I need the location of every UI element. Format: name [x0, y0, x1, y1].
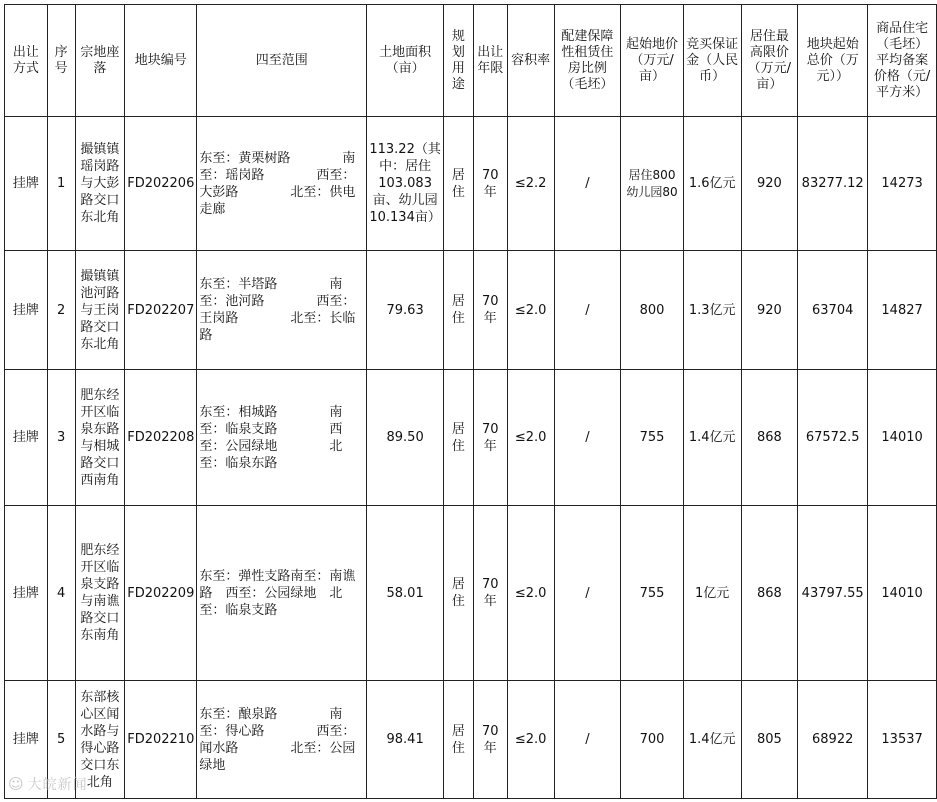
table-row [5, 681, 937, 799]
avg-price-cell: 14010 [868, 370, 937, 506]
area-cell: 98.41 [367, 681, 444, 799]
total-cell: 43797.55 [798, 506, 868, 681]
bounds-cell: 东至：半塔路 南至：池河路 西至：王岗路 北至：长临路 [197, 251, 367, 370]
location-cell: 撮镇镇池河路与王岗路交口东北角 [75, 251, 125, 370]
header-cell: 序号 [47, 5, 75, 117]
header-cell: 配建保障性租赁住房比例（毛坯） [554, 5, 621, 117]
max-price-cell: 920 [741, 117, 798, 251]
header-cell: 起始地价（万元/亩） [621, 5, 684, 117]
far-cell: ≤2.0 [507, 370, 554, 506]
start-price-cell: 居住800幼儿园80 [621, 117, 684, 251]
location-cell: 肥东经开区临泉东路与相城路交口西南角 [75, 370, 125, 506]
avg-price-cell: 14010 [868, 506, 937, 681]
no-cell: 1 [47, 117, 75, 251]
method-cell: 挂牌 [5, 681, 48, 799]
watermark-logo-icon: ☺ [8, 775, 25, 793]
method-cell: 挂牌 [5, 370, 48, 506]
table-row [5, 251, 937, 370]
ratio-cell: / [554, 251, 621, 370]
header-cell: 宗地座落 [75, 5, 125, 117]
ratio-cell: / [554, 681, 621, 799]
watermark-text: 大皖新闻 [27, 777, 88, 793]
header-cell: 居住最高限价（万元/亩） [741, 5, 798, 117]
deposit-cell: 1.4亿元 [683, 370, 741, 506]
deposit-cell: 1.6亿元 [683, 117, 741, 251]
term-cell: 70年 [473, 251, 507, 370]
location-cell: 肥东经开区临泉支路与南谯路交口东南角 [75, 506, 125, 681]
header-cell: 四至范围 [197, 5, 367, 117]
max-price-cell: 920 [741, 251, 798, 370]
code-cell: FD202206 [125, 117, 197, 251]
avg-price-cell: 13537 [868, 681, 937, 799]
header-cell: 容积率 [507, 5, 554, 117]
table-row [5, 506, 937, 681]
area-cell: 79.63 [367, 251, 444, 370]
ratio-cell: / [554, 117, 621, 251]
term-cell: 70年 [473, 681, 507, 799]
code-cell: FD202208 [125, 370, 197, 506]
avg-price-cell: 14273 [868, 117, 937, 251]
total-cell: 68922 [798, 681, 868, 799]
no-cell: 5 [47, 681, 75, 799]
term-cell: 70年 [473, 506, 507, 681]
max-price-cell: 805 [741, 681, 798, 799]
code-cell: FD202207 [125, 251, 197, 370]
deposit-cell: 1.3亿元 [683, 251, 741, 370]
deposit-cell: 1亿元 [683, 506, 741, 681]
ratio-cell: / [554, 506, 621, 681]
far-cell: ≤2.0 [507, 251, 554, 370]
far-cell: ≤2.0 [507, 506, 554, 681]
header-cell: 出让年限 [473, 5, 507, 117]
bounds-cell: 东至：弹性支路南至：南谯路 西至：公园绿地 北至：临泉支路 [197, 506, 367, 681]
watermark [8, 774, 88, 794]
term-cell: 70年 [473, 117, 507, 251]
use-cell: 居住 [444, 681, 474, 799]
avg-price-cell: 14827 [868, 251, 937, 370]
use-cell: 居住 [444, 117, 474, 251]
deposit-cell: 1.4亿元 [683, 681, 741, 799]
use-cell: 居住 [444, 506, 474, 681]
header-cell: 竞买保证金（人民币） [683, 5, 741, 117]
bounds-cell: 东至：相城路 南至：临泉支路 西至：公园绿地 北至：临泉东路 [197, 370, 367, 506]
code-cell: FD202209 [125, 506, 197, 681]
area-cell: 89.50 [367, 370, 444, 506]
no-cell: 4 [47, 506, 75, 681]
header-cell: 地块编号 [125, 5, 197, 117]
no-cell: 2 [47, 251, 75, 370]
term-cell: 70年 [473, 370, 507, 506]
start-price-cell: 755 [621, 370, 684, 506]
far-cell: ≤2.2 [507, 117, 554, 251]
use-cell: 居住 [444, 370, 474, 506]
area-cell: 113.22（其中：居住103.083亩、幼儿园10.134亩） [367, 117, 444, 251]
code-cell: FD202210 [125, 681, 197, 799]
location-cell: 东部核心区闻水路与得心路交口东北角 [75, 681, 125, 799]
header-cell: 土地面积（亩） [367, 5, 444, 117]
max-price-cell: 868 [741, 370, 798, 506]
total-cell: 63704 [798, 251, 868, 370]
start-price-cell: 700 [621, 681, 684, 799]
location-cell: 撮镇镇瑶岗路与大彭路交口东北角 [75, 117, 125, 251]
total-cell: 83277.12 [798, 117, 868, 251]
method-cell: 挂牌 [5, 117, 48, 251]
far-cell: ≤2.0 [507, 681, 554, 799]
header-cell: 商品住宅（毛坯）平均备案价格（元/平方米） [868, 5, 937, 117]
bounds-cell: 东至：酿泉路 南至：得心路 西至：闻水路 北至：公园绿地 [197, 681, 367, 799]
max-price-cell: 868 [741, 506, 798, 681]
header-row [5, 5, 937, 117]
start-price-cell: 800 [621, 251, 684, 370]
land-auction-table [4, 4, 937, 799]
ratio-cell: / [554, 370, 621, 506]
table-row [5, 117, 937, 251]
total-cell: 67572.5 [798, 370, 868, 506]
method-cell: 挂牌 [5, 506, 48, 681]
header-cell: 出让方式 [5, 5, 48, 117]
header-cell: 规划用途 [444, 5, 474, 117]
area-cell: 58.01 [367, 506, 444, 681]
bounds-cell: 东至：黄栗树路 南至：瑶岗路 西至：大彭路 北至：供电走廊 [197, 117, 367, 251]
use-cell: 居住 [444, 251, 474, 370]
table-row [5, 370, 937, 506]
no-cell: 3 [47, 370, 75, 506]
method-cell: 挂牌 [5, 251, 48, 370]
start-price-cell: 755 [621, 506, 684, 681]
header-cell: 地块起始总价（万元）） [798, 5, 868, 117]
